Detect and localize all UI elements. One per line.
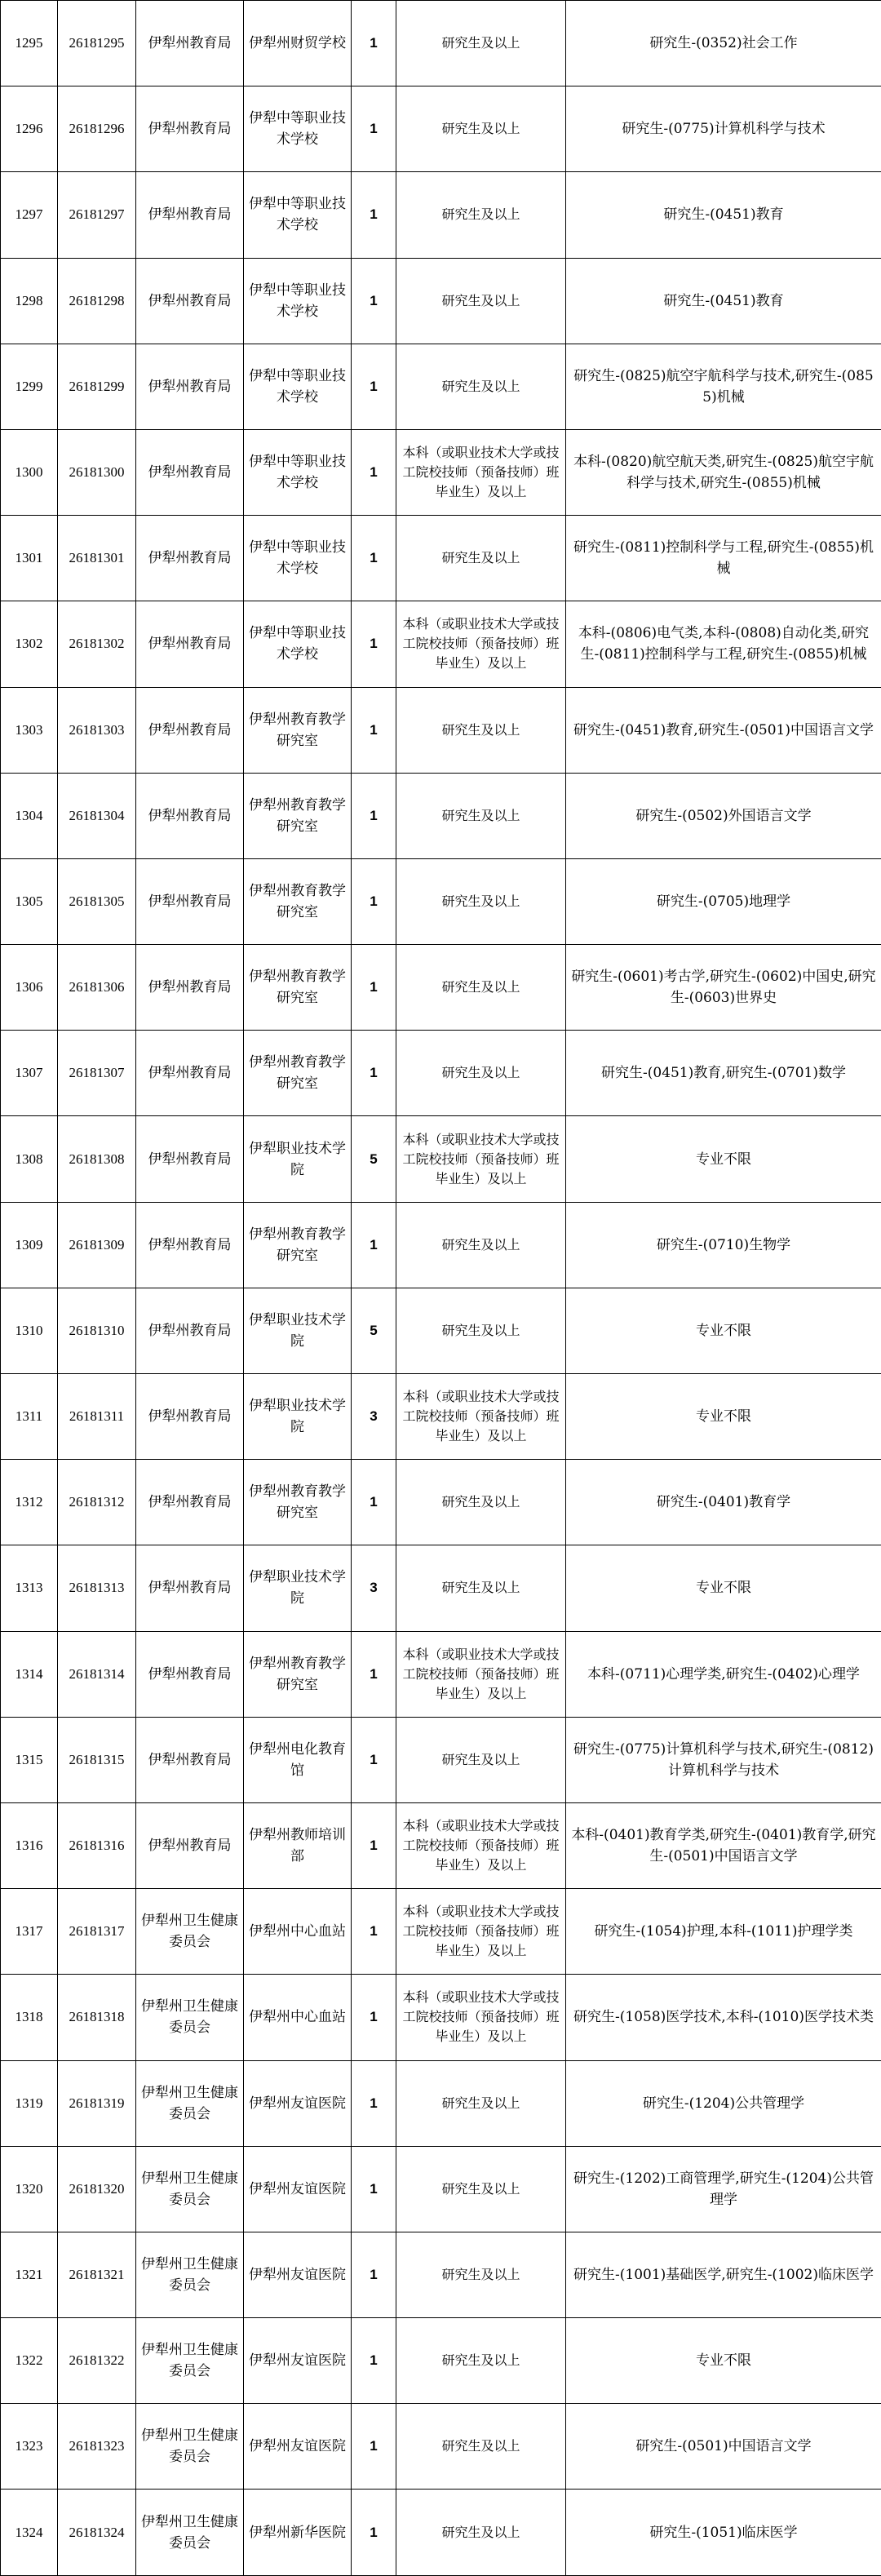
education-requirement-cell: 研究生及以上	[396, 1460, 566, 1545]
table-row	[1, 516, 881, 601]
employer-unit-cell: 伊犁州财贸学校	[244, 1, 352, 86]
position-code-cell: 26181318	[58, 1975, 136, 2060]
hire-count-cell: 1	[352, 2146, 396, 2232]
major-requirement-cell: 研究生-(1051)临床医学	[566, 2490, 881, 2576]
employer-unit-cell: 伊犁中等职业技术学校	[244, 516, 352, 601]
department-cell: 伊犁州教育局	[136, 773, 244, 858]
education-requirement-cell: 研究生及以上	[396, 1545, 566, 1631]
serial-number-cell: 1324	[1, 2490, 58, 2576]
department-cell: 伊犁州教育局	[136, 1, 244, 86]
serial-number-cell: 1315	[1, 1717, 58, 1802]
hire-count-cell: 1	[352, 601, 396, 687]
department-cell: 伊犁州卫生健康委员会	[136, 1975, 244, 2060]
position-code-cell: 26181317	[58, 1889, 136, 1975]
employer-unit-cell: 伊犁州教育教学研究室	[244, 1631, 352, 1717]
employer-unit-cell: 伊犁中等职业技术学校	[244, 86, 352, 172]
position-code-cell: 26181305	[58, 858, 136, 944]
employer-unit-cell: 伊犁中等职业技术学校	[244, 429, 352, 515]
table-row	[1, 344, 881, 429]
department-cell: 伊犁州教育局	[136, 1374, 244, 1460]
department-cell: 伊犁州教育局	[136, 1288, 244, 1373]
position-code-cell: 26181311	[58, 1374, 136, 1460]
hire-count-cell: 1	[352, 1, 396, 86]
position-code-cell: 26181298	[58, 258, 136, 344]
education-requirement-cell: 研究生及以上	[396, 2232, 566, 2317]
employer-unit-cell: 伊犁州友谊医院	[244, 2318, 352, 2404]
hire-count-cell: 1	[352, 1460, 396, 1545]
hire-count-cell: 1	[352, 2490, 396, 2576]
education-requirement-cell: 本科（或职业技术大学或技工院校技师（预备技师）班毕业生）及以上	[396, 429, 566, 515]
employer-unit-cell: 伊犁职业技术学院	[244, 1545, 352, 1631]
serial-number-cell: 1298	[1, 258, 58, 344]
position-code-cell: 26181297	[58, 172, 136, 258]
major-requirement-cell: 本科-(0820)航空航天类,研究生-(0825)航空宇航科学与技术,研究生-(0855)机械	[566, 429, 881, 515]
major-requirement-cell: 专业不限	[566, 1545, 881, 1631]
position-code-cell: 26181304	[58, 773, 136, 858]
table-row	[1, 86, 881, 172]
table-row	[1, 1975, 881, 2060]
employer-unit-cell: 伊犁州教育教学研究室	[244, 1031, 352, 1116]
hire-count-cell: 1	[352, 1889, 396, 1975]
education-requirement-cell: 研究生及以上	[396, 687, 566, 773]
table-row	[1, 1031, 881, 1116]
position-code-cell: 26181300	[58, 429, 136, 515]
hire-count-cell: 1	[352, 687, 396, 773]
department-cell: 伊犁州教育局	[136, 858, 244, 944]
employer-unit-cell: 伊犁中等职业技术学校	[244, 601, 352, 687]
education-requirement-cell: 研究生及以上	[396, 1, 566, 86]
hire-count-cell: 3	[352, 1545, 396, 1631]
employer-unit-cell: 伊犁州教育教学研究室	[244, 1460, 352, 1545]
serial-number-cell: 1296	[1, 86, 58, 172]
education-requirement-cell: 本科（或职业技术大学或技工院校技师（预备技师）班毕业生）及以上	[396, 1889, 566, 1975]
education-requirement-cell: 研究生及以上	[396, 2146, 566, 2232]
major-requirement-cell: 研究生-(0502)外国语言文学	[566, 773, 881, 858]
table-row	[1, 1288, 881, 1373]
department-cell: 伊犁州教育局	[136, 1631, 244, 1717]
education-requirement-cell: 研究生及以上	[396, 1202, 566, 1288]
position-code-cell: 26181321	[58, 2232, 136, 2317]
major-requirement-cell: 研究生-(0451)教育,研究生-(0501)中国语言文学	[566, 687, 881, 773]
table-row	[1, 258, 881, 344]
employer-unit-cell: 伊犁州友谊医院	[244, 2146, 352, 2232]
department-cell: 伊犁州卫生健康委员会	[136, 2232, 244, 2317]
education-requirement-cell: 本科（或职业技术大学或技工院校技师（预备技师）班毕业生）及以上	[396, 1631, 566, 1717]
education-requirement-cell: 研究生及以上	[396, 2318, 566, 2404]
major-requirement-cell: 专业不限	[566, 1288, 881, 1373]
employer-unit-cell: 伊犁州新华医院	[244, 2490, 352, 2576]
hire-count-cell: 5	[352, 1116, 396, 1202]
table-row	[1, 1, 881, 86]
education-requirement-cell: 本科（或职业技术大学或技工院校技师（预备技师）班毕业生）及以上	[396, 601, 566, 687]
serial-number-cell: 1311	[1, 1374, 58, 1460]
education-requirement-cell: 研究生及以上	[396, 344, 566, 429]
employer-unit-cell: 伊犁州中心血站	[244, 1975, 352, 2060]
employer-unit-cell: 伊犁中等职业技术学校	[244, 172, 352, 258]
education-requirement-cell: 研究生及以上	[396, 516, 566, 601]
position-code-cell: 26181310	[58, 1288, 136, 1373]
hire-count-cell: 1	[352, 2232, 396, 2317]
department-cell: 伊犁州教育局	[136, 344, 244, 429]
hire-count-cell: 1	[352, 516, 396, 601]
major-requirement-cell: 研究生-(0501)中国语言文学	[566, 2404, 881, 2490]
table-row	[1, 2404, 881, 2490]
serial-number-cell: 1312	[1, 1460, 58, 1545]
table-row	[1, 1202, 881, 1288]
serial-number-cell: 1320	[1, 2146, 58, 2232]
major-requirement-cell: 专业不限	[566, 1116, 881, 1202]
department-cell: 伊犁州教育局	[136, 687, 244, 773]
serial-number-cell: 1299	[1, 344, 58, 429]
table-row	[1, 1374, 881, 1460]
major-requirement-cell: 研究生-(0710)生物学	[566, 1202, 881, 1288]
employer-unit-cell: 伊犁职业技术学院	[244, 1374, 352, 1460]
position-code-cell: 26181307	[58, 1031, 136, 1116]
department-cell: 伊犁州教育局	[136, 601, 244, 687]
position-code-cell: 26181314	[58, 1631, 136, 1717]
serial-number-cell: 1323	[1, 2404, 58, 2490]
hire-count-cell: 1	[352, 773, 396, 858]
hire-count-cell: 3	[352, 1374, 396, 1460]
table-row	[1, 1717, 881, 1802]
table-row	[1, 945, 881, 1031]
hire-count-cell: 1	[352, 1717, 396, 1802]
serial-number-cell: 1314	[1, 1631, 58, 1717]
major-requirement-cell: 研究生-(0352)社会工作	[566, 1, 881, 86]
table-row	[1, 1802, 881, 1888]
serial-number-cell: 1316	[1, 1802, 58, 1888]
table-row	[1, 1545, 881, 1631]
table-body	[1, 1, 881, 2576]
position-code-cell: 26181309	[58, 1202, 136, 1288]
table-row	[1, 2318, 881, 2404]
employer-unit-cell: 伊犁职业技术学院	[244, 1116, 352, 1202]
department-cell: 伊犁州卫生健康委员会	[136, 1889, 244, 1975]
employer-unit-cell: 伊犁州教育教学研究室	[244, 858, 352, 944]
education-requirement-cell: 研究生及以上	[396, 945, 566, 1031]
hire-count-cell: 5	[352, 1288, 396, 1373]
education-requirement-cell: 研究生及以上	[396, 773, 566, 858]
table-row	[1, 1889, 881, 1975]
major-requirement-cell: 研究生-(0451)教育	[566, 172, 881, 258]
table-row	[1, 858, 881, 944]
education-requirement-cell: 研究生及以上	[396, 1031, 566, 1116]
hire-count-cell: 1	[352, 1975, 396, 2060]
serial-number-cell: 1297	[1, 172, 58, 258]
position-code-cell: 26181323	[58, 2404, 136, 2490]
table-row	[1, 172, 881, 258]
position-code-cell: 26181301	[58, 516, 136, 601]
employer-unit-cell: 伊犁州友谊医院	[244, 2404, 352, 2490]
hire-count-cell: 1	[352, 2404, 396, 2490]
education-requirement-cell: 研究生及以上	[396, 1717, 566, 1802]
serial-number-cell: 1300	[1, 429, 58, 515]
table-row	[1, 429, 881, 515]
table-row	[1, 1460, 881, 1545]
major-requirement-cell: 研究生-(0601)考古学,研究生-(0602)中国史,研究生-(0603)世界史	[566, 945, 881, 1031]
major-requirement-cell: 研究生-(1202)工商管理学,研究生-(1204)公共管理学	[566, 2146, 881, 2232]
table-row	[1, 687, 881, 773]
employer-unit-cell: 伊犁州友谊医院	[244, 2060, 352, 2146]
major-requirement-cell: 本科-(0711)心理学类,研究生-(0402)心理学	[566, 1631, 881, 1717]
education-requirement-cell: 本科（或职业技术大学或技工院校技师（预备技师）班毕业生）及以上	[396, 1374, 566, 1460]
table-row	[1, 2490, 881, 2576]
hire-count-cell: 1	[352, 1631, 396, 1717]
department-cell: 伊犁州教育局	[136, 86, 244, 172]
employer-unit-cell: 伊犁州友谊医院	[244, 2232, 352, 2317]
position-code-cell: 26181320	[58, 2146, 136, 2232]
education-requirement-cell: 本科（或职业技术大学或技工院校技师（预备技师）班毕业生）及以上	[396, 1116, 566, 1202]
hire-count-cell: 1	[352, 1202, 396, 1288]
major-requirement-cell: 研究生-(0451)教育	[566, 258, 881, 344]
serial-number-cell: 1308	[1, 1116, 58, 1202]
serial-number-cell: 1305	[1, 858, 58, 944]
table-row	[1, 1116, 881, 1202]
hire-count-cell: 1	[352, 2318, 396, 2404]
position-code-cell: 26181299	[58, 344, 136, 429]
major-requirement-cell: 研究生-(1204)公共管理学	[566, 2060, 881, 2146]
department-cell: 伊犁州卫生健康委员会	[136, 2404, 244, 2490]
position-code-cell: 26181308	[58, 1116, 136, 1202]
serial-number-cell: 1307	[1, 1031, 58, 1116]
serial-number-cell: 1303	[1, 687, 58, 773]
serial-number-cell: 1319	[1, 2060, 58, 2146]
department-cell: 伊犁州教育局	[136, 516, 244, 601]
education-requirement-cell: 研究生及以上	[396, 858, 566, 944]
position-code-cell: 26181306	[58, 945, 136, 1031]
position-code-cell: 26181319	[58, 2060, 136, 2146]
hire-count-cell: 1	[352, 1802, 396, 1888]
education-requirement-cell: 本科（或职业技术大学或技工院校技师（预备技师）班毕业生）及以上	[396, 1802, 566, 1888]
department-cell: 伊犁州教育局	[136, 945, 244, 1031]
position-code-cell: 26181295	[58, 1, 136, 86]
employer-unit-cell: 伊犁州教育教学研究室	[244, 687, 352, 773]
position-code-cell: 26181296	[58, 86, 136, 172]
serial-number-cell: 1301	[1, 516, 58, 601]
hire-count-cell: 1	[352, 858, 396, 944]
department-cell: 伊犁州教育局	[136, 1031, 244, 1116]
table-row	[1, 601, 881, 687]
hire-count-cell: 1	[352, 2060, 396, 2146]
hire-count-cell: 1	[352, 429, 396, 515]
serial-number-cell: 1304	[1, 773, 58, 858]
department-cell: 伊犁州教育局	[136, 1202, 244, 1288]
serial-number-cell: 1322	[1, 2318, 58, 2404]
table-row	[1, 773, 881, 858]
hire-count-cell: 1	[352, 258, 396, 344]
major-requirement-cell: 本科-(0401)教育学类,研究生-(0401)教育学,研究生-(0501)中国语言文学	[566, 1802, 881, 1888]
hire-count-cell: 1	[352, 945, 396, 1031]
department-cell: 伊犁州教育局	[136, 1545, 244, 1631]
employer-unit-cell: 伊犁州教育教学研究室	[244, 945, 352, 1031]
major-requirement-cell: 专业不限	[566, 2318, 881, 2404]
education-requirement-cell: 研究生及以上	[396, 2060, 566, 2146]
major-requirement-cell: 研究生-(0705)地理学	[566, 858, 881, 944]
serial-number-cell: 1317	[1, 1889, 58, 1975]
department-cell: 伊犁州教育局	[136, 1116, 244, 1202]
department-cell: 伊犁州卫生健康委员会	[136, 2490, 244, 2576]
major-requirement-cell: 专业不限	[566, 1374, 881, 1460]
position-code-cell: 26181324	[58, 2490, 136, 2576]
employer-unit-cell: 伊犁州教师培训部	[244, 1802, 352, 1888]
position-code-cell: 26181313	[58, 1545, 136, 1631]
serial-number-cell: 1313	[1, 1545, 58, 1631]
department-cell: 伊犁州教育局	[136, 1460, 244, 1545]
major-requirement-cell: 本科-(0806)电气类,本科-(0808)自动化类,研究生-(0811)控制科学与工程,研究生-(0855)机械	[566, 601, 881, 687]
major-requirement-cell: 研究生-(1054)护理,本科-(1011)护理学类	[566, 1889, 881, 1975]
serial-number-cell: 1309	[1, 1202, 58, 1288]
department-cell: 伊犁州卫生健康委员会	[136, 2146, 244, 2232]
major-requirement-cell: 研究生-(1001)基础医学,研究生-(1002)临床医学	[566, 2232, 881, 2317]
education-requirement-cell: 研究生及以上	[396, 2404, 566, 2490]
table-row	[1, 2060, 881, 2146]
department-cell: 伊犁州教育局	[136, 429, 244, 515]
employer-unit-cell: 伊犁职业技术学院	[244, 1288, 352, 1373]
serial-number-cell: 1318	[1, 1975, 58, 2060]
serial-number-cell: 1306	[1, 945, 58, 1031]
serial-number-cell: 1321	[1, 2232, 58, 2317]
major-requirement-cell: 研究生-(0401)教育学	[566, 1460, 881, 1545]
major-requirement-cell: 研究生-(0775)计算机科学与技术	[566, 86, 881, 172]
hire-count-cell: 1	[352, 344, 396, 429]
department-cell: 伊犁州卫生健康委员会	[136, 2318, 244, 2404]
department-cell: 伊犁州教育局	[136, 1802, 244, 1888]
serial-number-cell: 1295	[1, 1, 58, 86]
position-code-cell: 26181322	[58, 2318, 136, 2404]
employer-unit-cell: 伊犁中等职业技术学校	[244, 344, 352, 429]
major-requirement-cell: 研究生-(0811)控制科学与工程,研究生-(0855)机械	[566, 516, 881, 601]
department-cell: 伊犁州教育局	[136, 172, 244, 258]
education-requirement-cell: 研究生及以上	[396, 172, 566, 258]
position-code-cell: 26181302	[58, 601, 136, 687]
department-cell: 伊犁州卫生健康委员会	[136, 2060, 244, 2146]
position-code-cell: 26181315	[58, 1717, 136, 1802]
department-cell: 伊犁州教育局	[136, 1717, 244, 1802]
major-requirement-cell: 研究生-(1058)医学技术,本科-(1010)医学技术类	[566, 1975, 881, 2060]
employer-unit-cell: 伊犁州中心血站	[244, 1889, 352, 1975]
education-requirement-cell: 研究生及以上	[396, 258, 566, 344]
education-requirement-cell: 研究生及以上	[396, 86, 566, 172]
table-row	[1, 1631, 881, 1717]
position-code-cell: 26181316	[58, 1802, 136, 1888]
major-requirement-cell: 研究生-(0451)教育,研究生-(0701)数学	[566, 1031, 881, 1116]
major-requirement-cell: 研究生-(0775)计算机科学与技术,研究生-(0812)计算机科学与技术	[566, 1717, 881, 1802]
position-code-cell: 26181312	[58, 1460, 136, 1545]
hire-count-cell: 1	[352, 172, 396, 258]
hire-count-cell: 1	[352, 1031, 396, 1116]
employer-unit-cell: 伊犁州电化教育馆	[244, 1717, 352, 1802]
table-row	[1, 2146, 881, 2232]
position-code-cell: 26181303	[58, 687, 136, 773]
major-requirement-cell: 研究生-(0825)航空宇航科学与技术,研究生-(0855)机械	[566, 344, 881, 429]
employer-unit-cell: 伊犁中等职业技术学校	[244, 258, 352, 344]
department-cell: 伊犁州教育局	[136, 258, 244, 344]
serial-number-cell: 1302	[1, 601, 58, 687]
education-requirement-cell: 研究生及以上	[396, 2490, 566, 2576]
education-requirement-cell: 研究生及以上	[396, 1288, 566, 1373]
serial-number-cell: 1310	[1, 1288, 58, 1373]
employer-unit-cell: 伊犁州教育教学研究室	[244, 773, 352, 858]
table-row	[1, 2232, 881, 2317]
hire-count-cell: 1	[352, 86, 396, 172]
education-requirement-cell: 本科（或职业技术大学或技工院校技师（预备技师）班毕业生）及以上	[396, 1975, 566, 2060]
employer-unit-cell: 伊犁州教育教学研究室	[244, 1202, 352, 1288]
